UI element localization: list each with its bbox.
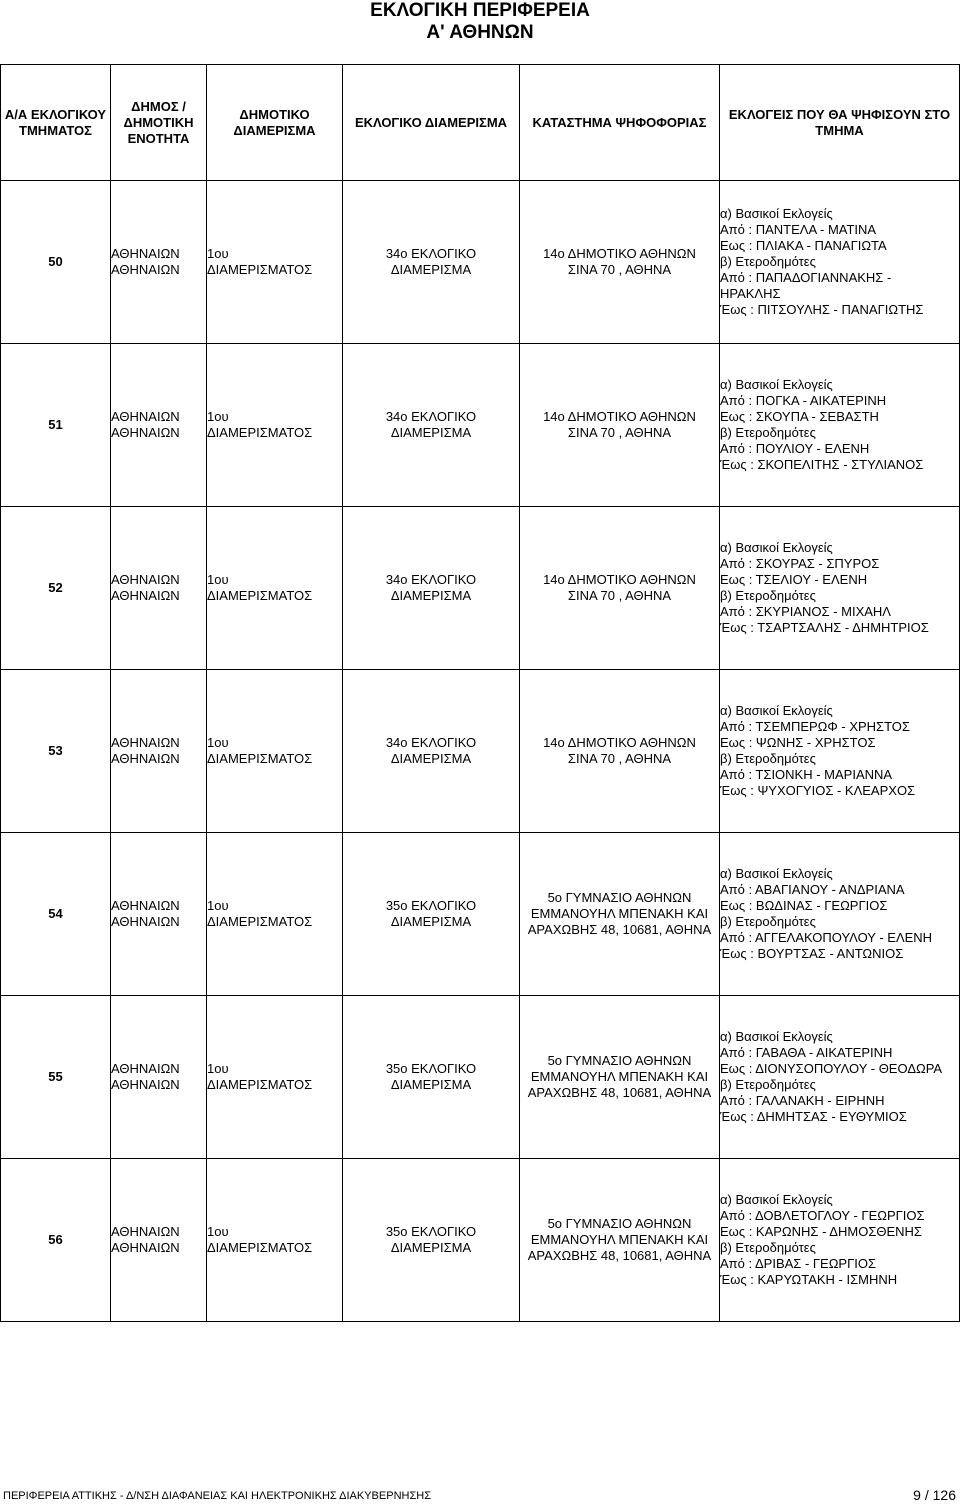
cell-line: 34ο ΕΚΛΟΓΙΚΟ xyxy=(385,735,477,750)
cell-line: ΑΘΗΝΑΙΩΝ xyxy=(111,1240,180,1255)
cell-line: ΑΘΗΝΑΙΩΝ xyxy=(111,246,180,261)
cell-line: ΑΘΗΝΑΙΩΝ xyxy=(111,914,180,929)
cell-line: Α/Α ΕΚΛΟΓΙΚΟΥ xyxy=(4,106,107,122)
municipal-district-cell xyxy=(207,1159,343,1322)
cell-line: ΔΙΑΜΕΡΙΣΜΑΤΟΣ xyxy=(207,262,313,277)
cell-line: α) Βασικοί Εκλογείς xyxy=(720,540,833,555)
header-voters xyxy=(720,65,960,181)
municipal-district-cell xyxy=(207,507,343,670)
page-number: 9 / 126 xyxy=(913,1487,956,1503)
cell-line: ΑΘΗΝΑΙΩΝ xyxy=(111,409,180,424)
cell-line: 1ου xyxy=(207,898,229,913)
cell-line: Εως : ΔΙΟΝΥΣΟΠΟΥΛΟΥ - ΘΕΟΔΩΡΑ xyxy=(720,1061,943,1076)
electoral-district-cell xyxy=(343,344,520,507)
cell-line: 5ο ΓΥΜΝΑΣΙΟ ΑΘΗΝΩΝ xyxy=(547,1053,692,1068)
municipal-district-cell xyxy=(207,181,343,344)
cell-line: ΔΙΑΜΕΡΙΣΜΑ xyxy=(390,588,472,603)
cell-line: 34ο ΕΚΛΟΓΙΚΟ xyxy=(385,409,477,424)
cell-line: ΤΜΗΜΑΤΟΣ xyxy=(19,122,92,138)
cell-line: β) Ετεροδημότες xyxy=(720,425,816,440)
table-row xyxy=(1,507,960,670)
cell-line: ΑΘΗΝΑΙΩΝ xyxy=(111,1077,180,1092)
cell-line: ΑΘΗΝΑΙΩΝ xyxy=(111,588,180,603)
cell-line: ΔΙΑΜΕΡΙΣΜΑ xyxy=(233,122,316,138)
cell-line: ΣΙΝΑ 70 , ΑΘΗΝΑ xyxy=(567,751,672,766)
cell-line: Από : ΠΟΓΚΑ - ΑΙΚΑΤΕΡΙΝΗ xyxy=(720,393,887,408)
electoral-district-cell xyxy=(343,996,520,1159)
polling-station-cell xyxy=(520,1159,720,1322)
polling-sections-table xyxy=(0,64,960,1322)
cell-line: 1ου xyxy=(207,1061,229,1076)
municipality-cell xyxy=(111,670,207,833)
cell-line: ΑΘΗΝΑΙΩΝ xyxy=(111,1224,180,1239)
voters-range-cell xyxy=(720,344,960,507)
cell-line: Από : ΠΑΝΤΕΛΑ - ΜΑΤΙΝΑ xyxy=(720,222,877,237)
municipality-cell xyxy=(111,507,207,670)
municipality-cell xyxy=(111,181,207,344)
document-subtitle: Α' ΑΘΗΝΩΝ xyxy=(426,22,534,43)
cell-line: 35ο ΕΚΛΟΓΙΚΟ xyxy=(385,1224,477,1239)
header-municipal-district xyxy=(207,65,343,181)
section-number: 56 xyxy=(1,1159,111,1322)
cell-line: ΑΡΑΧΩΒΗΣ 48, 10681, ΑΘΗΝΑ xyxy=(527,922,712,937)
table-row xyxy=(1,1159,960,1322)
cell-line: α) Βασικοί Εκλογείς xyxy=(720,206,833,221)
cell-line: ΑΘΗΝΑΙΩΝ xyxy=(111,898,180,913)
cell-line: Έως : ΔΗΜΗΤΣΑΣ - ΕΥΘΥΜΙΟΣ xyxy=(720,1109,907,1124)
header-electoral-district xyxy=(343,65,520,181)
cell-line: ΔΙΑΜΕΡΙΣΜΑΤΟΣ xyxy=(207,914,313,929)
cell-line: Έως : ΚΑΡΥΩΤΑΚΗ - ΙΣΜΗΝΗ xyxy=(720,1272,898,1287)
cell-line: β) Ετεροδημότες xyxy=(720,751,816,766)
cell-line: Από : ΤΣΙΟΝΚΗ - ΜΑΡΙΑΝΝΑ xyxy=(720,767,893,782)
electoral-district-cell xyxy=(343,1159,520,1322)
cell-line: Από : ΠΑΠΑΔΟΓΙΑΝΝΑΚΗΣ - xyxy=(720,270,892,285)
cell-line: ΕΚΛΟΓΙΚΟ ΔΙΑΜΕΡΙΣΜΑ xyxy=(354,114,508,130)
cell-line: 14ο ΔΗΜΟΤΙΚΟ ΑΘΗΝΩΝ xyxy=(543,246,696,261)
cell-line: 14ο ΔΗΜΟΤΙΚΟ ΑΘΗΝΩΝ xyxy=(543,735,696,750)
table-header-row xyxy=(1,65,960,181)
cell-line: 5ο ΓΥΜΝΑΣΙΟ ΑΘΗΝΩΝ xyxy=(547,890,692,905)
cell-line: Εως : ΣΚΟΥΠΑ - ΣΕΒΑΣΤΗ xyxy=(720,409,879,424)
electoral-district-cell xyxy=(343,670,520,833)
cell-line: ΔΙΑΜΕΡΙΣΜΑ xyxy=(390,1077,472,1092)
cell-line: Εως : ΤΣΕΛΙΟΥ - ΕΛΕΝΗ xyxy=(720,572,868,587)
municipality-cell xyxy=(111,996,207,1159)
municipality-cell xyxy=(111,1159,207,1322)
cell-line: β) Ετεροδημότες xyxy=(720,254,816,269)
voters-range-cell xyxy=(720,833,960,996)
cell-line: α) Βασικοί Εκλογείς xyxy=(720,866,833,881)
cell-line: ΕΚΛΟΓΕΙΣ ΠΟΥ ΘΑ ΨΗΦΙΣΟΥΝ ΣΤΟ xyxy=(728,106,951,122)
footer-organization: ΠΕΡΙΦΕΡΕΙΑ ΑΤΤΙΚΗΣ - Δ/ΝΣΗ ΔΙΑΦΑΝΕΙΑΣ ΚΑΙ ΗΛΕΚΤΡΟΝΙΚΗΣ ΔΙΑΚΥΒΕΡΝΗΣΗΣ xyxy=(3,1490,432,1502)
cell-line: 5ο ΓΥΜΝΑΣΙΟ ΑΘΗΝΩΝ xyxy=(547,1216,692,1231)
cell-line: Έως : ΣΚΟΠΕΛΙΤΗΣ - ΣΤΥΛΙΑΝΟΣ xyxy=(720,457,924,472)
cell-line: Από : ΑΒΑΓΙΑΝΟΥ - ΑΝΔΡΙΑΝΑ xyxy=(720,882,905,897)
cell-line: Από : ΣΚΟΥΡΑΣ - ΣΠΥΡΟΣ xyxy=(720,556,880,571)
cell-line: Εως : ΚΑΡΩΝΗΣ - ΔΗΜΟΣΘΕΝΗΣ xyxy=(720,1224,922,1239)
cell-line: Από : ΓΑΛΑΝΑΚΗ - ΕΙΡΗΝΗ xyxy=(720,1093,885,1108)
cell-line: ΑΘΗΝΑΙΩΝ xyxy=(111,1061,180,1076)
cell-line: 34ο ΕΚΛΟΓΙΚΟ xyxy=(385,572,477,587)
section-number: 55 xyxy=(1,996,111,1159)
cell-line: ΔΙΑΜΕΡΙΣΜΑ xyxy=(390,914,472,929)
section-number: 52 xyxy=(1,507,111,670)
table-row xyxy=(1,833,960,996)
cell-line: β) Ετεροδημότες xyxy=(720,588,816,603)
cell-line: 1ου xyxy=(207,735,229,750)
cell-line: ΑΡΑΧΩΒΗΣ 48, 10681, ΑΘΗΝΑ xyxy=(527,1085,712,1100)
cell-line: 1ου xyxy=(207,1224,229,1239)
cell-line: ΑΘΗΝΑΙΩΝ xyxy=(111,262,180,277)
electoral-district-cell xyxy=(343,181,520,344)
cell-line: ΔΙΑΜΕΡΙΣΜΑ xyxy=(390,751,472,766)
cell-line: Από : ΣΚΥΡΙΑΝΟΣ - ΜΙΧΑΗΛ xyxy=(720,604,891,619)
cell-line: ΔΗΜΟΤΙΚΗ xyxy=(123,114,194,130)
table-row xyxy=(1,996,960,1159)
cell-line: ΔΙΑΜΕΡΙΣΜΑ xyxy=(390,1240,472,1255)
cell-line: Έως : ΨΥΧΟΓΥΙΟΣ - ΚΛΕΑΡΧΟΣ xyxy=(720,783,916,798)
voters-range-cell xyxy=(720,181,960,344)
header-section-number xyxy=(1,65,111,181)
polling-station-cell xyxy=(520,833,720,996)
municipal-district-cell xyxy=(207,996,343,1159)
cell-line: α) Βασικοί Εκλογείς xyxy=(720,1029,833,1044)
polling-station-cell xyxy=(520,996,720,1159)
document-title: ΕΚΛΟΓΙΚΗ ΠΕΡΙΦΕΡΕΙΑ xyxy=(370,0,590,21)
cell-line: Από : ΑΓΓΕΛΑΚΟΠΟΥΛΟΥ - ΕΛΕΝΗ xyxy=(720,930,933,945)
cell-line: ΣΙΝΑ 70 , ΑΘΗΝΑ xyxy=(567,425,672,440)
municipality-cell xyxy=(111,344,207,507)
electoral-district-cell xyxy=(343,833,520,996)
cell-line: ΔΙΑΜΕΡΙΣΜΑΤΟΣ xyxy=(207,588,313,603)
cell-line: ΣΙΝΑ 70 , ΑΘΗΝΑ xyxy=(567,588,672,603)
cell-line: ΔΗΜΟΤΙΚΟ xyxy=(239,106,310,122)
electoral-district-cell xyxy=(343,507,520,670)
cell-line: ΔΙΑΜΕΡΙΣΜΑ xyxy=(390,262,472,277)
cell-line: 14ο ΔΗΜΟΤΙΚΟ ΑΘΗΝΩΝ xyxy=(543,409,696,424)
cell-line: 1ου xyxy=(207,409,229,424)
municipality-cell xyxy=(111,833,207,996)
polling-station-cell xyxy=(520,507,720,670)
municipal-district-cell xyxy=(207,670,343,833)
cell-line: ΑΘΗΝΑΙΩΝ xyxy=(111,572,180,587)
cell-line: ΑΡΑΧΩΒΗΣ 48, 10681, ΑΘΗΝΑ xyxy=(527,1248,712,1263)
polling-station-cell xyxy=(520,181,720,344)
cell-line: ΕΜΜΑΝΟΥΗΛ ΜΠΕΝΑΚΗ ΚΑΙ xyxy=(530,1232,709,1247)
voters-range-cell xyxy=(720,1159,960,1322)
municipal-district-cell xyxy=(207,344,343,507)
cell-line: 35ο ΕΚΛΟΓΙΚΟ xyxy=(385,898,477,913)
cell-line: ΤΜΗΜΑ xyxy=(815,122,864,138)
cell-line: α) Βασικοί Εκλογείς xyxy=(720,703,833,718)
cell-line: Από : ΠΟΥΛΙΟΥ - ΕΛΕΝΗ xyxy=(720,441,870,456)
cell-line: 35ο ΕΚΛΟΓΙΚΟ xyxy=(385,1061,477,1076)
cell-line: Έως : ΒΟΥΡΤΣΑΣ - ΑΝΤΩΝΙΟΣ xyxy=(720,946,904,961)
cell-line: Από : ΔΡΙΒΑΣ - ΓΕΩΡΓΙΟΣ xyxy=(720,1256,877,1271)
table-row xyxy=(1,181,960,344)
section-number: 51 xyxy=(1,344,111,507)
cell-line: Από : ΓΑΒΑΘΑ - ΑΙΚΑΤΕΡΙΝΗ xyxy=(720,1045,893,1060)
cell-line: Εως : ΠΛΙΑΚΑ - ΠΑΝΑΓΙΩΤΑ xyxy=(720,238,887,253)
header-polling-station xyxy=(520,65,720,181)
cell-line: 14ο ΔΗΜΟΤΙΚΟ ΑΘΗΝΩΝ xyxy=(543,572,696,587)
polling-station-cell xyxy=(520,670,720,833)
table-row xyxy=(1,670,960,833)
cell-line: Έως : ΤΣΑΡΤΣΑΛΗΣ - ΔΗΜΗΤΡΙΟΣ xyxy=(720,620,929,635)
cell-line: ΕΝΟΤΗΤΑ xyxy=(127,130,190,146)
cell-line: ΔΙΑΜΕΡΙΣΜΑΤΟΣ xyxy=(207,1240,313,1255)
cell-line: Έως : ΠΙΤΣΟΥΛΗΣ - ΠΑΝΑΓΙΩΤΗΣ xyxy=(720,302,924,317)
voters-range-cell xyxy=(720,670,960,833)
cell-line: ΣΙΝΑ 70 , ΑΘΗΝΑ xyxy=(567,262,672,277)
cell-line: ΑΘΗΝΑΙΩΝ xyxy=(111,425,180,440)
cell-line: Από : ΔΟΒΛΕΤΟΓΛΟΥ - ΓΕΩΡΓΙΟΣ xyxy=(720,1208,925,1223)
cell-line: 34ο ΕΚΛΟΓΙΚΟ xyxy=(385,246,477,261)
cell-line: Εως : ΒΩΔΙΝΑΣ - ΓΕΩΡΓΙΟΣ xyxy=(720,898,888,913)
cell-line: 1ου xyxy=(207,572,229,587)
table-body xyxy=(1,181,960,1322)
cell-line: ΔΙΑΜΕΡΙΣΜΑ xyxy=(390,425,472,440)
cell-line: ΔΗΜΟΣ / xyxy=(131,98,186,114)
cell-line: β) Ετεροδημότες xyxy=(720,914,816,929)
voters-range-cell xyxy=(720,996,960,1159)
cell-line: ΚΑΤΑΣΤΗΜΑ ΨΗΦΟΦΟΡΙΑΣ xyxy=(532,114,707,130)
section-number: 50 xyxy=(1,181,111,344)
table-row xyxy=(1,344,960,507)
municipal-district-cell xyxy=(207,833,343,996)
cell-line: Εως : ΨΩΝΗΣ - ΧΡΗΣΤΟΣ xyxy=(720,735,876,750)
section-number: 53 xyxy=(1,670,111,833)
polling-station-cell xyxy=(520,344,720,507)
cell-line: Από : ΤΣΕΜΠΕΡΩΦ - ΧΡΗΣΤΟΣ xyxy=(720,719,910,734)
cell-line: ΗΡΑΚΛΗΣ xyxy=(720,286,781,301)
cell-line: ΔΙΑΜΕΡΙΣΜΑΤΟΣ xyxy=(207,425,313,440)
cell-line: ΔΙΑΜΕΡΙΣΜΑΤΟΣ xyxy=(207,1077,313,1092)
cell-line: β) Ετεροδημότες xyxy=(720,1077,816,1092)
cell-line: ΔΙΑΜΕΡΙΣΜΑΤΟΣ xyxy=(207,751,313,766)
section-number: 54 xyxy=(1,833,111,996)
cell-line: α) Βασικοί Εκλογείς xyxy=(720,1192,833,1207)
cell-line: ΕΜΜΑΝΟΥΗΛ ΜΠΕΝΑΚΗ ΚΑΙ xyxy=(530,1069,709,1084)
header-municipality xyxy=(111,65,207,181)
cell-line: β) Ετεροδημότες xyxy=(720,1240,816,1255)
cell-line: ΑΘΗΝΑΙΩΝ xyxy=(111,751,180,766)
cell-line: ΑΘΗΝΑΙΩΝ xyxy=(111,735,180,750)
cell-line: 1ου xyxy=(207,246,229,261)
cell-line: α) Βασικοί Εκλογείς xyxy=(720,377,833,392)
voters-range-cell xyxy=(720,507,960,670)
cell-line: ΕΜΜΑΝΟΥΗΛ ΜΠΕΝΑΚΗ ΚΑΙ xyxy=(530,906,709,921)
